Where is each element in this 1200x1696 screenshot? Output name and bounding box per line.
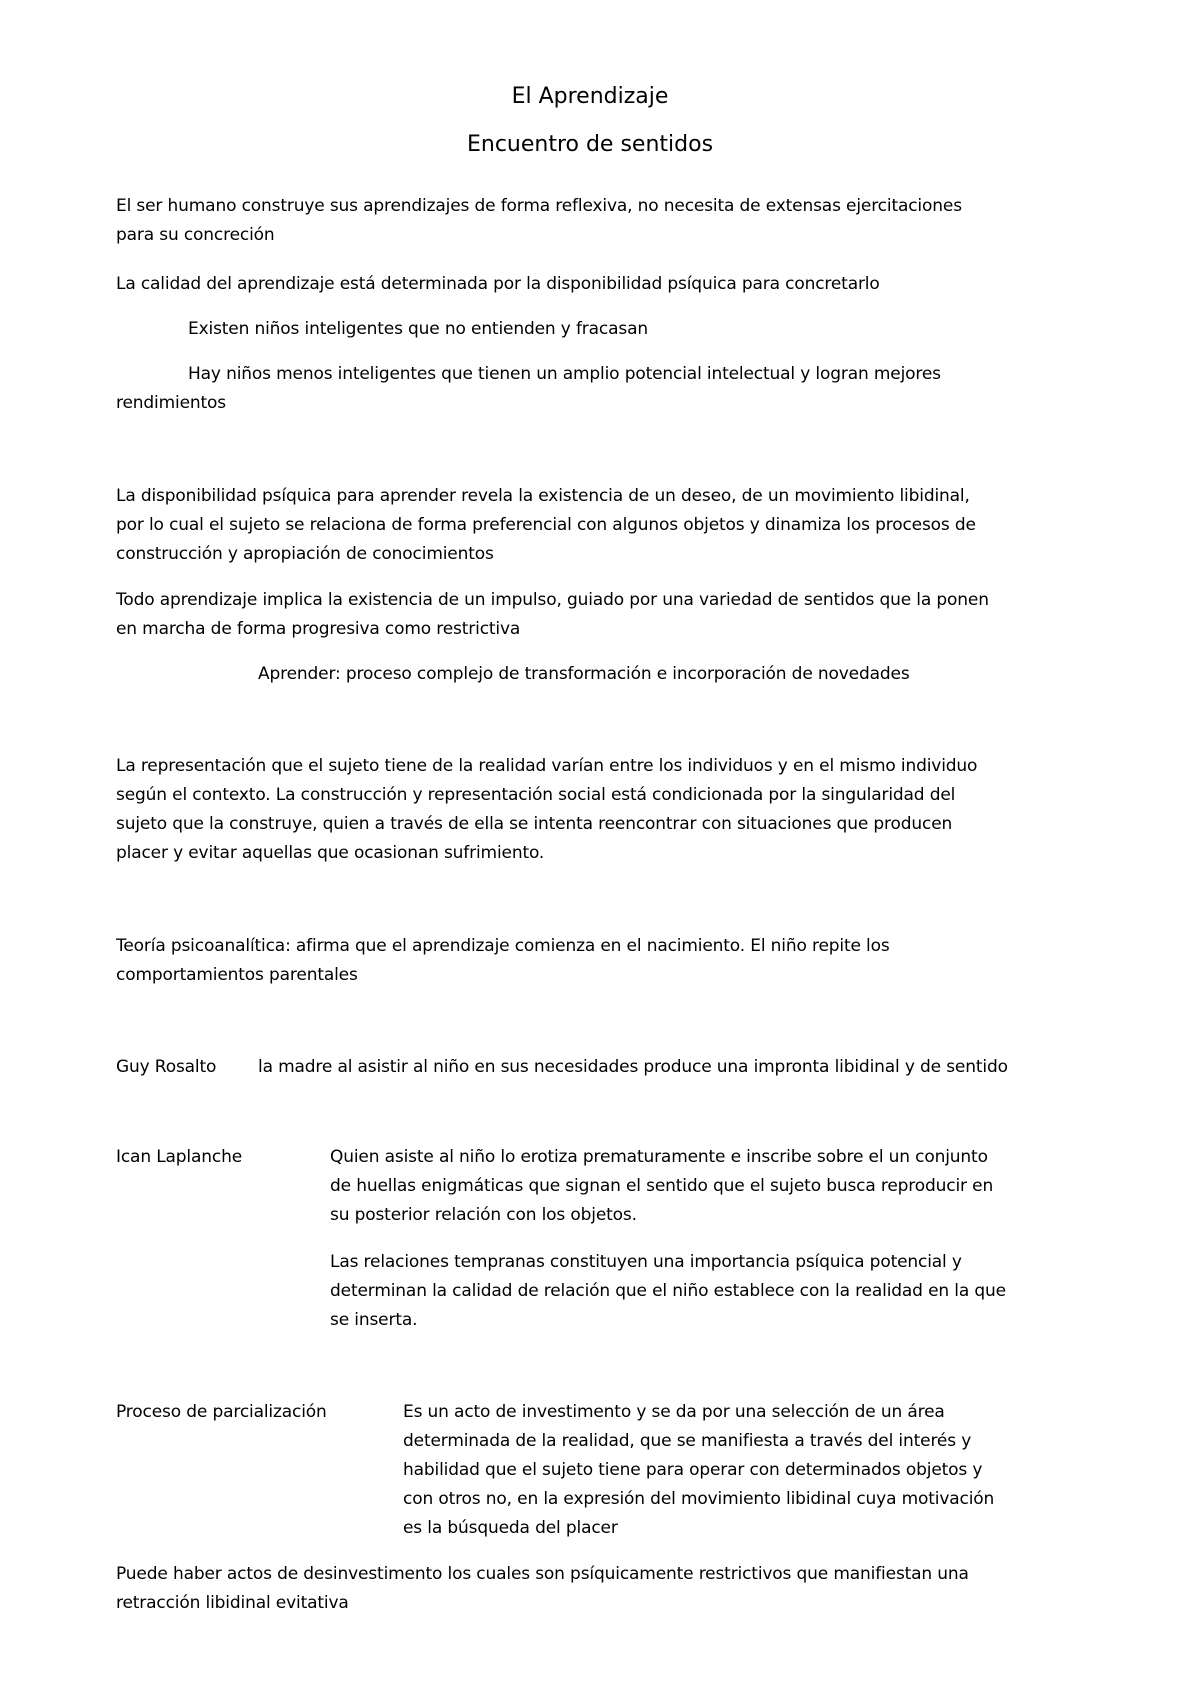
- guy-rosalto-text: la madre al asistir al niño en sus necesidades produce una impronta libidinal y de sentido: [258, 1057, 1008, 1077]
- guy-rosalto-term: Guy Rosalto: [116, 1057, 217, 1077]
- document-title: El Aprendizaje: [511, 84, 669, 109]
- parcializacion-text-line-1: Es un acto de investimento y se da por una selección de un área: [403, 1402, 945, 1422]
- paragraph-6-line-1: Todo aprendizaje implica la existencia de un impulso, guiado por una variedad de sentidos que la ponen: [116, 590, 989, 610]
- parcializacion-text-line-5: es la búsqueda del placer: [403, 1518, 618, 1538]
- laplanche-text-1-line-3: su posterior relación con los objetos.: [330, 1205, 637, 1225]
- document-subtitle: Encuentro de sentidos: [466, 132, 714, 157]
- paragraph-7: Aprender: proceso complejo de transformación e incorporación de novedades: [258, 664, 910, 684]
- paragraph-10-line-1: Puede haber actos de desinvestimento los cuales son psíquicamente restrictivos que manifiestan una: [116, 1564, 969, 1584]
- paragraph-2: La calidad del aprendizaje está determinada por la disponibilidad psíquica para concretarlo: [116, 274, 880, 294]
- laplanche-text-2-line-1: Las relaciones tempranas constituyen una importancia psíquica potencial y: [330, 1252, 962, 1272]
- parcializacion-text-line-4: con otros no, en la expresión del movimiento libidinal cuya motivación: [403, 1489, 995, 1509]
- paragraph-5-line-1: La disponibilidad psíquica para aprender revela la existencia de un deseo, de un movimiento libidinal,: [116, 486, 970, 506]
- paragraph-3: Existen niños inteligentes que no entienden y fracasan: [188, 319, 648, 339]
- laplanche-text-2-line-2: determinan la calidad de relación que el niño establece con la realidad en la que: [330, 1281, 1006, 1301]
- paragraph-8-line-1: La representación que el sujeto tiene de la realidad varían entre los individuos y en el mismo individuo: [116, 756, 978, 776]
- parcializacion-term: Proceso de parcialización: [116, 1402, 327, 1422]
- laplanche-text-2-line-3: se inserta.: [330, 1310, 418, 1330]
- parcializacion-text-line-2: determinada de la realidad, que se manifiesta a través del interés y: [403, 1431, 972, 1451]
- paragraph-5-line-2: por lo cual el sujeto se relaciona de forma preferencial con algunos objetos y dinamiza los procesos de: [116, 515, 976, 535]
- paragraph-5-line-3: construcción y apropiación de conocimientos: [116, 544, 494, 564]
- paragraph-8-line-2: según el contexto. La construcción y representación social está condicionada por la singularidad del: [116, 785, 956, 805]
- paragraph-1-line-1: El ser humano construye sus aprendizajes de forma reflexiva, no necesita de extensas ejercitaciones: [116, 196, 962, 216]
- laplanche-term: Ican Laplanche: [116, 1147, 243, 1167]
- paragraph-4-line-2: rendimientos: [116, 393, 227, 413]
- paragraph-10-line-2: retracción libidinal evitativa: [116, 1593, 349, 1613]
- paragraph-9-line-1: Teoría psicoanalítica: afirma que el aprendizaje comienza en el nacimiento. El niño repite los: [116, 936, 890, 956]
- parcializacion-text-line-3: habilidad que el sujeto tiene para operar con determinados objetos y: [403, 1460, 983, 1480]
- paragraph-4-line-1: Hay niños menos inteligentes que tienen un amplio potencial intelectual y logran mejores: [188, 364, 941, 384]
- paragraph-6-line-2: en marcha de forma progresiva como restrictiva: [116, 619, 521, 639]
- paragraph-8-line-4: placer y evitar aquellas que ocasionan sufrimiento.: [116, 843, 545, 863]
- paragraph-9-line-2: comportamientos parentales: [116, 965, 358, 985]
- laplanche-text-1-line-2: de huellas enigmáticas que signan el sentido que el sujeto busca reproducir en: [330, 1176, 994, 1196]
- paragraph-1-line-2: para su concreción: [116, 225, 275, 245]
- paragraph-8-line-3: sujeto que la construye, quien a través de ella se intenta reencontrar con situaciones que producen: [116, 814, 953, 834]
- laplanche-text-1-line-1: Quien asiste al niño lo erotiza prematuramente e inscribe sobre el un conjunto: [330, 1147, 988, 1167]
